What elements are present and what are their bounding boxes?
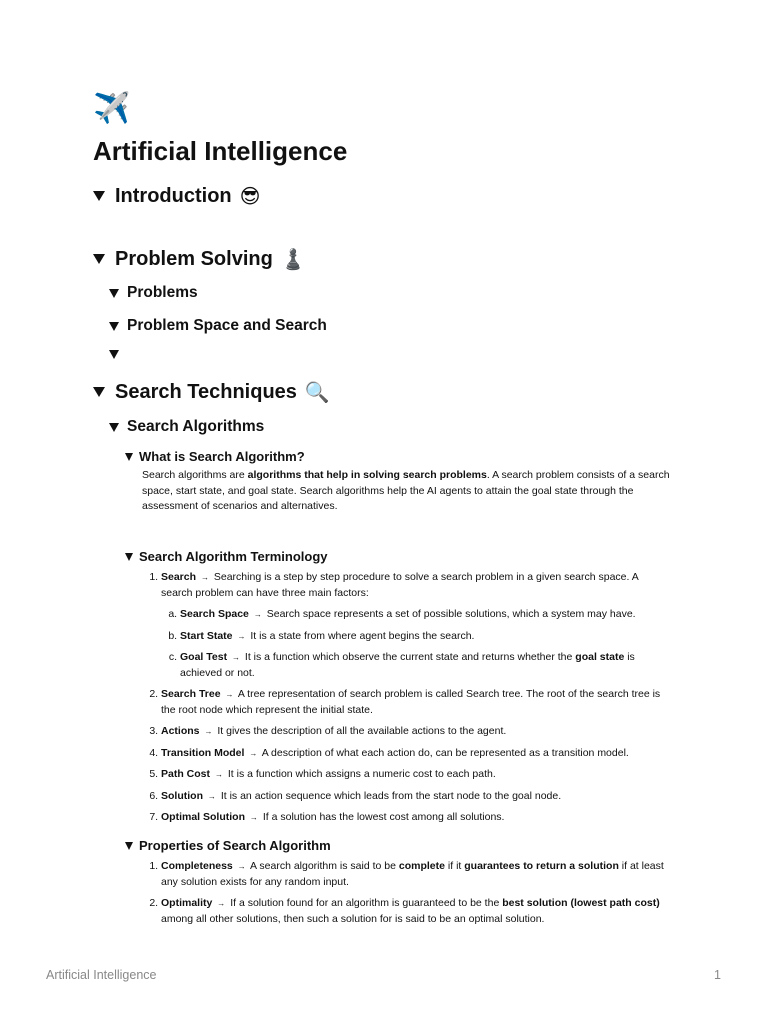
description: A search algorithm is said to be [250, 860, 399, 872]
paragraph-what-is [142, 468, 672, 515]
arrow-icon: → [232, 653, 240, 662]
airplane-icon: ✈️ [93, 91, 131, 126]
list-item [161, 767, 671, 783]
arrow-icon: → [237, 862, 246, 871]
description: If a solution found for an algorithm is guaranteed to be the [230, 897, 503, 909]
term: Search Space [180, 608, 249, 620]
terminology-list [93, 570, 671, 826]
bold-text: goal state [575, 651, 625, 663]
term: Goal Test [180, 651, 228, 663]
arrow-icon: → [217, 899, 226, 908]
heading-problem-solving: Problem Solving [115, 248, 273, 270]
arrow-icon: → [249, 813, 258, 822]
term: Solution [161, 789, 203, 802]
description: A description of what each action do, can be represented as a transition model. [261, 746, 629, 759]
arrow-icon: → [253, 610, 262, 619]
toggle-triangle-icon[interactable] [125, 553, 133, 561]
heading-what-is: What is Search Algorithm? [139, 449, 305, 464]
list-item [161, 687, 671, 718]
list-item [161, 810, 671, 826]
heading-terminology: Search Algorithm Terminology [139, 549, 328, 564]
description: It gives the description of all the available actions to the agent. [217, 725, 507, 737]
arrow-icon: → [225, 690, 234, 699]
arrow-icon: → [237, 631, 246, 641]
magnifier-icon: 🔍 [304, 380, 330, 404]
toggle-triangle-icon[interactable] [93, 387, 105, 397]
list-item [161, 570, 671, 681]
description: It is an action sequence which leads from the start node to the goal node. [220, 789, 562, 802]
description: is achieved or not. [180, 651, 635, 679]
description: Search space represents a set of possible solutions, which a system may have. [266, 608, 636, 620]
toggle-triangle-icon[interactable] [109, 322, 119, 331]
text: Search algorithms are [142, 469, 248, 481]
list-item [161, 859, 671, 890]
description: It is a state from where agent begins the search. [250, 629, 475, 642]
sunglasses-emoji-icon: 😎 [239, 184, 261, 208]
list-item [180, 650, 671, 681]
properties-list [93, 859, 671, 927]
term: Start State [180, 629, 233, 642]
bold-text: guarantees to return a solution [464, 860, 619, 872]
term: Optimal Solution [161, 811, 245, 823]
description: if at least any solution exists for any random input. [161, 860, 664, 888]
heading-problems: Problems [127, 284, 198, 301]
list-item [180, 607, 671, 623]
toggle-triangle-icon[interactable] [125, 842, 133, 850]
description: A tree representation of search problem is called Search tree. The root of the search tree is the root node which represent the initial state. [161, 688, 661, 716]
list-item [161, 896, 671, 927]
description: among all other solutions, then such a solution for is said to be an optimal solution. [161, 912, 545, 925]
description: if it [444, 860, 465, 872]
description: If a solution has the lowest cost among all solutions. [262, 811, 505, 823]
toggle-triangle-icon[interactable] [109, 423, 119, 432]
heading-search-algorithms: Search Algorithms [127, 418, 265, 435]
page-number: 1 [714, 968, 721, 982]
bold-text: algorithms that help in solving search problems [247, 469, 487, 481]
list-item [161, 746, 671, 762]
toggle-problems[interactable] [109, 282, 198, 304]
toggle-problem-space[interactable] [109, 315, 327, 337]
term: Search Tree [161, 688, 221, 700]
document-page [93, 90, 683, 178]
toggle-terminology[interactable] [125, 548, 328, 566]
toggle-triangle-icon[interactable] [125, 453, 133, 461]
toggle-triangle-icon[interactable] [93, 191, 105, 201]
arrow-icon: → [214, 770, 223, 779]
term: Actions [161, 725, 200, 737]
term: Completeness [161, 860, 233, 872]
footer-title: Artificial Intelligence [46, 968, 157, 982]
toggle-triangle-icon[interactable] [93, 254, 105, 264]
properties-list-container [93, 855, 671, 933]
arrow-icon: → [207, 791, 216, 801]
toggle-empty[interactable] [109, 350, 127, 359]
toggle-introduction[interactable] [93, 182, 261, 210]
heading-search-techniques: Search Techniques [115, 381, 297, 403]
terminology-list-container [93, 566, 671, 832]
toggle-triangle-icon[interactable] [109, 350, 119, 359]
text: . A search problem consists of a search space, start state, and goal state. Search algorithms help the AI agents to attain the goal state through the assessment of scenarios and alternatives. [142, 469, 670, 512]
toggle-what-is[interactable] [125, 448, 305, 466]
term: Transition Model [161, 746, 245, 759]
list-item [161, 724, 671, 740]
toggle-properties[interactable] [125, 837, 331, 855]
heading-problem-space: Problem Space and Search [127, 317, 327, 334]
toggle-search-techniques[interactable] [93, 378, 330, 406]
arrow-icon: → [249, 748, 258, 758]
term: Search [161, 571, 197, 583]
toggle-problem-solving[interactable] [93, 245, 306, 273]
bold-text: best solution (lowest path cost) [502, 897, 660, 909]
heading-introduction: Introduction [115, 185, 232, 207]
description: Searching is a step by step procedure to solve a search problem in a given search space. A search problem can have three main factors: [161, 571, 639, 599]
page-title: Artificial Intelligence [93, 136, 348, 166]
toggle-search-algorithms[interactable] [109, 416, 264, 438]
description: It is a function which assigns a numeric cost to each path. [227, 768, 496, 780]
list-item [161, 789, 671, 805]
term: Optimality [161, 897, 213, 909]
arrow-icon: → [200, 573, 209, 582]
chess-pawn-icon: ♟️ [280, 247, 306, 271]
list-item [180, 629, 671, 645]
heading-properties: Properties of Search Algorithm [139, 838, 331, 853]
toggle-triangle-icon[interactable] [109, 289, 119, 298]
arrow-icon: → [204, 727, 213, 736]
sub-list [161, 607, 671, 681]
bold-text: complete [398, 860, 445, 872]
term: Path Cost [161, 768, 211, 780]
description: It is a function which observe the current state and returns whether the [244, 651, 576, 663]
